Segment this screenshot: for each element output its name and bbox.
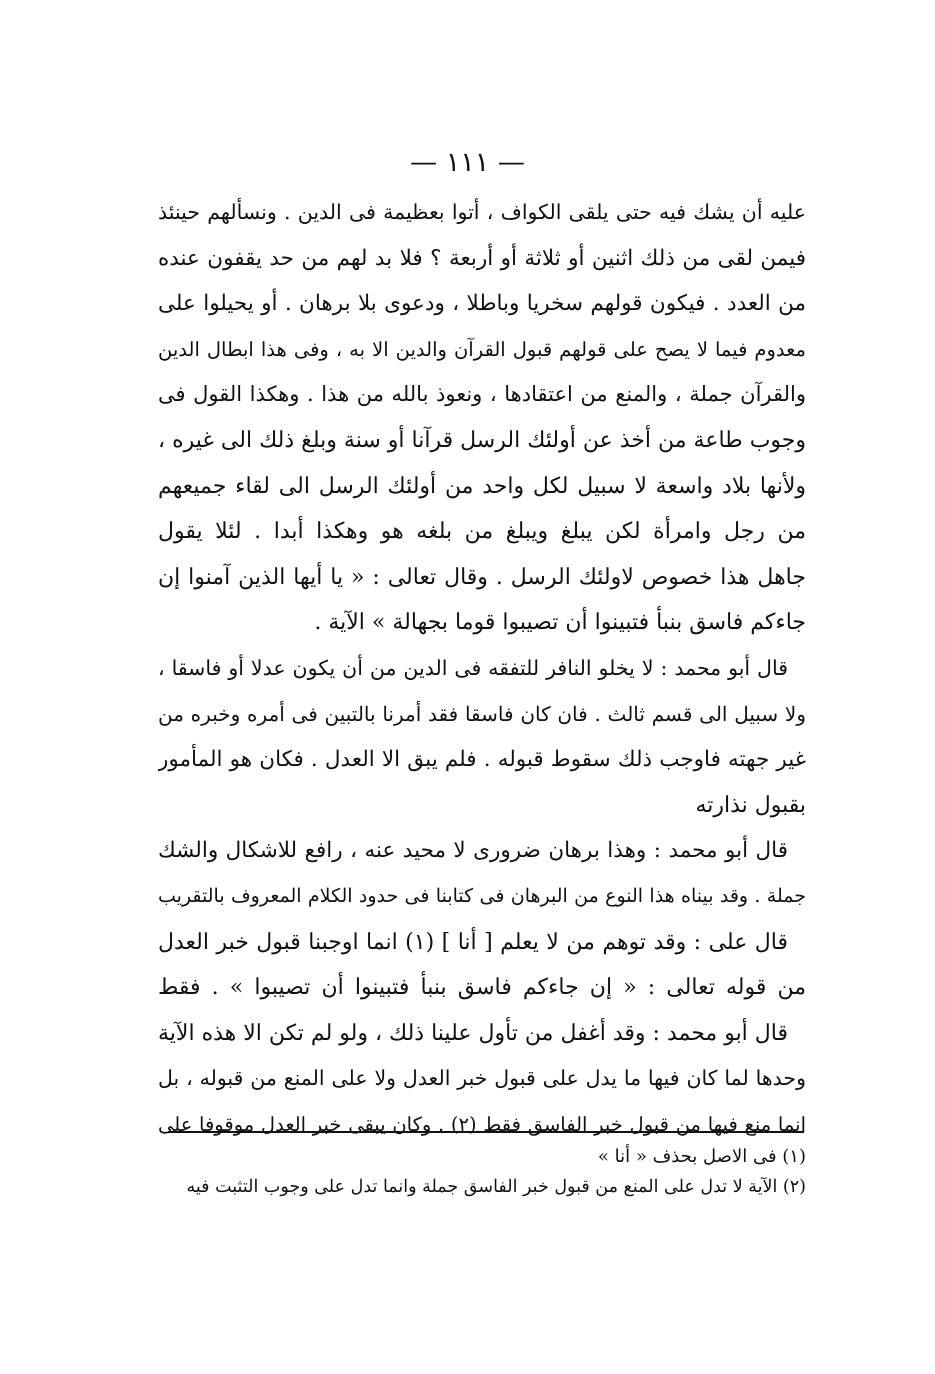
text-line: فيمن لقى من ذلك اثنين أو ثلاثة أو أربعة ؟ فلا بد لهم من حد يقفون عنده — [158, 245, 806, 271]
text-line: ولا سبيل الى قسم ثالث . فان كان فاسقا فقد أمرنا بالتبين فى أمره وخبره من — [158, 701, 806, 726]
body-text — [158, 190, 806, 1147]
text-line: جاءكم فاسق بنبأ فتبينوا أن تصيبوا قوما بجهالة » الآية . — [314, 610, 806, 636]
text-line: وجوب طاعة من أخذ عن أولئك الرسل قرآنا أو سنة وبلغ ذلك الى غيره ، — [158, 427, 806, 453]
footnote: (١) فى الاصل بحذف « أنا » — [597, 1146, 806, 1167]
footnote: (٢) الآية لا تدل على المنع من قبول خبر الفاسق جملة وانما تدل على وجوب التثبت فيه — [186, 1177, 806, 1197]
text-line: قال على : وقد توهم من لا يعلم [ أنا ] (١) انما اوجبنا قبول خبر العدل — [158, 929, 788, 955]
text-line: ولأنها بلاد واسعة لا سبيل لكل واحد من أولئك الرسل الى لقاء جميعهم — [158, 473, 806, 499]
text-line: من رجل وامرأة لكن يبلغ ويبلغ من بلغه هو وهكذا أبدا . لئلا يقول — [158, 519, 806, 545]
footnote-divider — [168, 1131, 804, 1133]
page-number: — ١١١ — — [410, 147, 525, 178]
text-line: عليه أن يشك فيه حتى يلقى الكواف ، أتوا بعظيمة فى الدين . ونسألهم حينئذ — [158, 200, 806, 224]
text-line: من قوله تعالى : « إن جاءكم فاسق بنبأ فتبينوا أن تصيبوا » . فقط — [158, 975, 806, 1001]
text-line: انما منع فيها من قبول خبر الفاسق فقط (٢) . وكان يبقى خبر العدل موقوفا على — [158, 1112, 806, 1136]
text-line: غير جهته فاوجب ذلك سقوط قبوله . فلم يبق الا العدل . فكان هو المأمور — [158, 747, 806, 773]
text-line: جاهل هذا خصوص لاولئك الرسل . وقال تعالى : « يا أيها الذين آمنوا إن — [158, 564, 806, 590]
footnotes — [175, 1142, 806, 1202]
text-line: من العدد . فيكون قولهم سخريا وباطلا ، ودعوى بلا برهان . أو يحيلوا على — [158, 291, 806, 317]
text-line: بقبول نذارته — [695, 792, 806, 818]
text-line: قال أبو محمد : وقد أغفل من تأول علينا ذلك ، ولو لم تكن الا هذه الآية — [158, 1020, 788, 1046]
text-line: جملة . وقد بيناه هذا النوع من البرهان فى كتابنا فى حدود الكلام المعروف بالتقريب — [158, 884, 806, 907]
text-line: وحدها لما كان فيها ما يدل على قبول خبر العدل ولا على المنع من قبوله ، بل — [158, 1066, 806, 1091]
text-line: قال أبو محمد : وهذا برهان ضرورى لا محيد عنه ، رافع للاشكال والشك — [158, 838, 788, 864]
text-line: والقرآن جملة ، والمنع من اعتقادها ، ونعوذ بالله من هذا . وهكذا القول فى — [158, 382, 806, 407]
text-line: قال أبو محمد : لا يخلو النافر للتفقه فى الدين من أن يكون عدلا أو فاسقا ، — [158, 655, 788, 680]
text-line: معدوم فيما لا يصح على قولهم قبول القرآن والدين الا به ، وفى هذا ابطال الدين — [158, 337, 806, 361]
